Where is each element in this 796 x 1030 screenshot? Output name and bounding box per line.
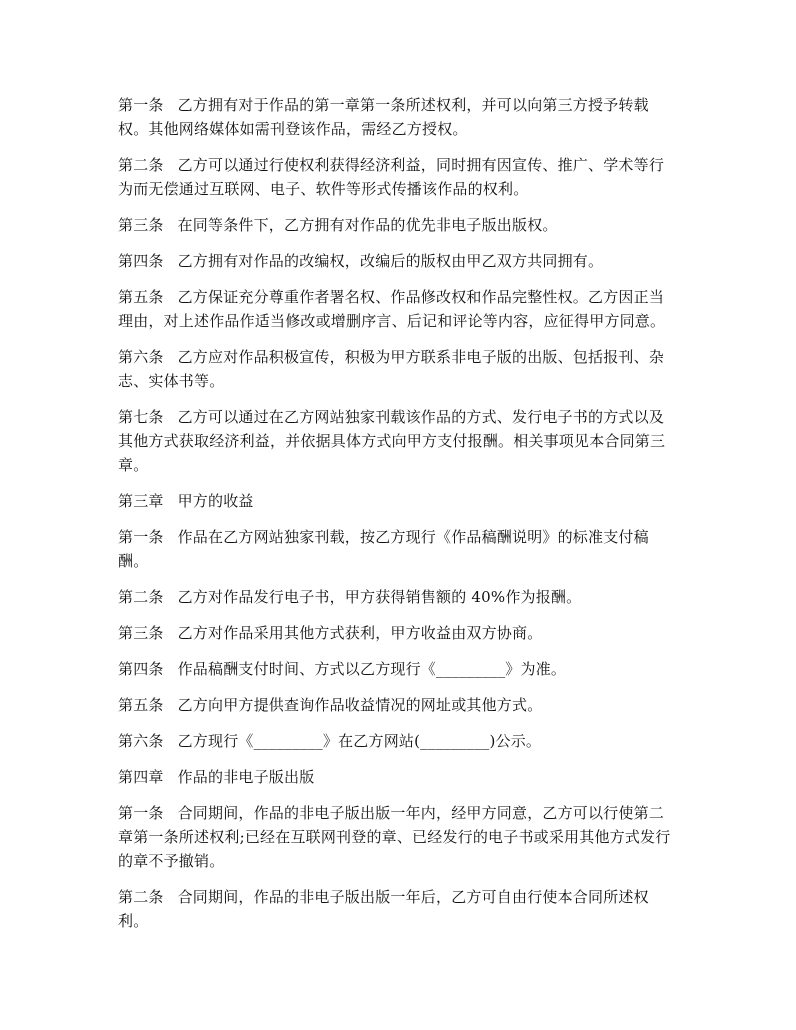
clause-paragraph <box>118 405 678 477</box>
clause-number: 第一条 <box>118 804 164 822</box>
chapter-heading <box>118 489 678 513</box>
clause-paragraph <box>118 885 678 933</box>
clause-text: 乙方保证充分尊重作者署名权、作品修改权和作品完整性权。乙方因正当理由，对上述作品作适当修改或增删序言、后记和评论等内容，应征得甲方同意。 <box>118 288 666 330</box>
clause-paragraph <box>118 93 678 141</box>
clause-text: 乙方对作品采用其他方式获利，甲方收益由双方协商。 <box>177 624 543 642</box>
clause-text: 乙方向甲方提供查询作品收益情况的网址或其他方式。 <box>177 696 543 714</box>
clause-text: 乙方拥有对作品的改编权，改编后的版权由甲乙双方共同拥有。 <box>177 252 604 270</box>
document-page <box>118 93 678 945</box>
clause-number: 第四条 <box>118 252 164 270</box>
clause-paragraph <box>118 693 678 717</box>
clause-number: 第一条 <box>118 96 164 114</box>
clause-text: 合同期间，作品的非电子版出版一年后，乙方可自由行使本合同所述权利。 <box>118 888 649 930</box>
clause-paragraph <box>118 213 678 237</box>
clause-number: 第四条 <box>118 660 164 678</box>
clause-paragraph <box>118 585 678 609</box>
clause-number: 第一条 <box>118 528 164 546</box>
clause-text: 乙方对作品发行电子书，甲方获得销售额的 40%作为报酬。 <box>177 588 582 606</box>
clause-paragraph <box>118 801 678 873</box>
clause-number: 第二条 <box>118 888 164 906</box>
clause-number: 第三条 <box>118 624 164 642</box>
clause-paragraph <box>118 153 678 201</box>
clause-text: 乙方可以通过在乙方网站独家刊载该作品的方式、发行电子书的方式以及其他方式获取经济利益，并依据具体方式向甲方支付报酬。相关事项见本合同第三章。 <box>118 408 666 474</box>
clause-text: 乙方可以通过行使权利获得经济利益，同时拥有因宣传、推广、学术等行为而无偿通过互联网、电子、软件等形式传播该作品的权利。 <box>118 156 665 198</box>
chapter-number: 第三章 <box>118 492 164 510</box>
clause-number: 第七条 <box>118 408 164 426</box>
clause-paragraph <box>118 621 678 645</box>
clause-text: 合同期间，作品的非电子版出版一年内，经甲方同意，乙方可以行使第二章第一条所述权利;已经在互联网刊登的章、已经发行的电子书或采用其他方式发行的章不予撤销。 <box>118 804 671 870</box>
clause-number: 第五条 <box>118 696 164 714</box>
clause-number: 第二条 <box>118 156 164 174</box>
chapter-number: 第四章 <box>118 768 164 786</box>
clause-paragraph <box>118 657 678 681</box>
chapter-title: 甲方的收益 <box>177 492 254 510</box>
clause-text: 乙方应对作品积极宣传，积极为甲方联系非电子版的出版、包括报刊、杂志、实体书等。 <box>118 348 665 390</box>
chapter-title: 作品的非电子版出版 <box>177 768 315 786</box>
clause-paragraph <box>118 525 678 573</box>
clause-number: 第六条 <box>118 732 164 750</box>
clause-text: 乙方现行《_________》在乙方网站(_________)公示。 <box>177 732 542 750</box>
clause-text: 在同等条件下，乙方拥有对作品的优先非电子版出版权。 <box>177 216 558 234</box>
clause-text: 乙方拥有对于作品的第一章第一条所述权利，并可以向第三方授予转载权。其他网络媒体如需刊登该作品，需经乙方授权。 <box>118 96 649 138</box>
clause-text: 作品在乙方网站独家刊载，按乙方现行《作品稿酬说明》的标准支付稿酬。 <box>118 528 649 570</box>
clause-paragraph <box>118 729 678 753</box>
chapter-heading <box>118 765 678 789</box>
clause-paragraph <box>118 345 678 393</box>
clause-number: 第六条 <box>118 348 164 366</box>
clause-number: 第三条 <box>118 216 164 234</box>
clause-text: 作品稿酬支付时间、方式以乙方现行《_________》为准。 <box>177 660 567 678</box>
clause-number: 第五条 <box>118 288 164 306</box>
clause-paragraph <box>118 249 678 273</box>
clause-number: 第二条 <box>118 588 164 606</box>
clause-paragraph <box>118 285 678 333</box>
